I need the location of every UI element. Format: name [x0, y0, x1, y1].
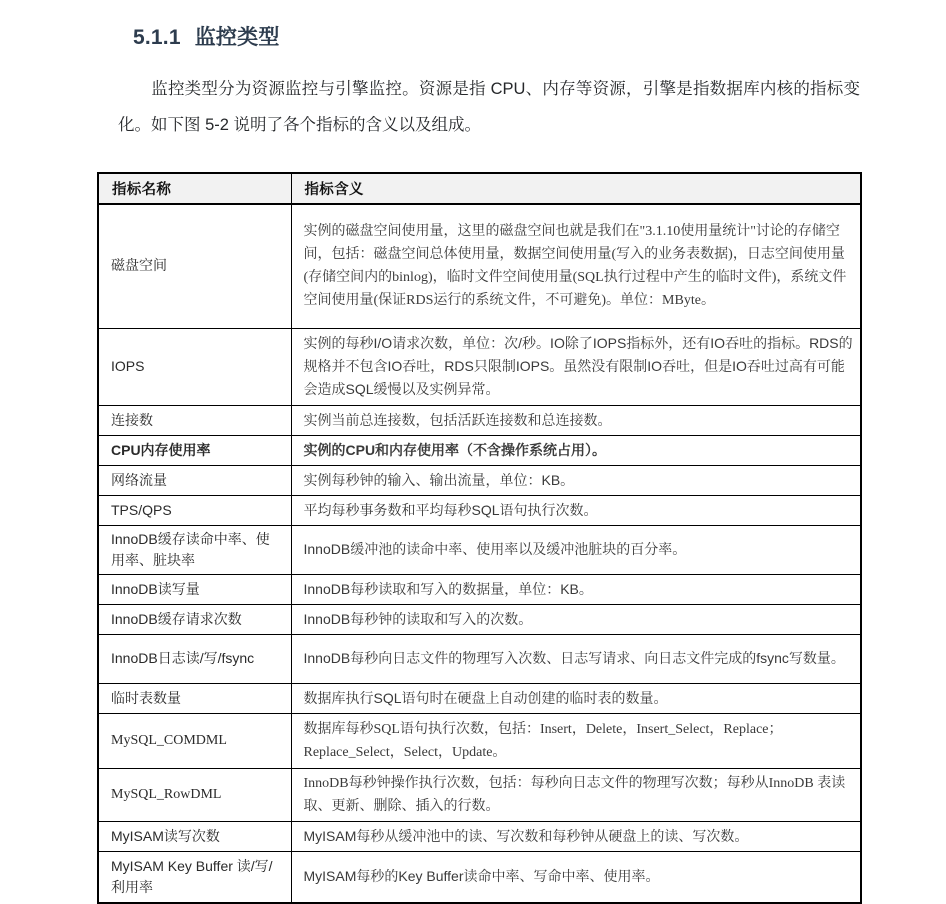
table-row	[98, 634, 861, 683]
metric-name-cell: InnoDB日志读/写/fsync	[98, 634, 291, 683]
column-header-metric-meaning: 指标含义	[291, 173, 861, 204]
metric-desc-cell: 平均每秒事务数和平均每秒SQL语句执行次数。	[291, 495, 861, 525]
table-row	[98, 204, 861, 328]
metric-desc-cell: MyISAM每秒的Key Buffer读命中率、写命中率、使用率。	[291, 851, 861, 903]
metric-desc-cell: 实例当前总连接数，包括活跃连接数和总连接数。	[291, 405, 861, 435]
metric-name-cell: TPS/QPS	[98, 495, 291, 525]
metric-desc-cell: InnoDB每秒钟的读取和写入的次数。	[291, 604, 861, 634]
table-row	[98, 435, 861, 465]
metric-name-cell: MyISAM读写次数	[98, 821, 291, 851]
metric-desc-cell: 实例的磁盘空间使用量，这里的磁盘空间也就是我们在"3.1.10使用量统计"讨论的存储空间，包括：磁盘空间总体使用量，数据空间使用量(写入的业务表数据)，日志空间使用量(存储空间内的binlog)，临时文件空间使用量(SQL执行过程中产生的临时文件)，系统文件空间使用量(保证RDS运行的系统文件，不可避免)。单位：MByte。	[291, 204, 861, 328]
section-number: 5.1.1	[133, 26, 181, 50]
metric-desc-cell: InnoDB每秒向日志文件的物理写入次数、日志写请求、向日志文件完成的fsync写数量。	[291, 634, 861, 683]
table-row	[98, 683, 861, 713]
metric-desc-cell: InnoDB缓冲池的读命中率、使用率以及缓冲池脏块的百分率。	[291, 525, 861, 574]
table-row	[98, 604, 861, 634]
metric-name-cell: 网络流量	[98, 465, 291, 495]
table-row	[98, 768, 861, 821]
column-header-metric-name: 指标名称	[98, 173, 291, 204]
table-body	[98, 204, 861, 903]
metric-name-cell: 连接数	[98, 405, 291, 435]
table-header-row	[98, 173, 861, 204]
table-row	[98, 821, 861, 851]
table-header	[98, 173, 861, 204]
intro-paragraph	[118, 71, 860, 143]
table-row	[98, 328, 861, 405]
metric-name-cell: MySQL_RowDML	[98, 768, 291, 821]
metric-name-cell: InnoDB读写量	[98, 574, 291, 604]
table-row	[98, 465, 861, 495]
metric-desc-cell: 数据库每秒SQL语句执行次数，包括：Insert，Delete，Insert_Select，Replace；Replace_Select，Select，Update。	[291, 713, 861, 768]
metric-desc-cell: 实例的每秒I/O请求次数，单位：次/秒。IO除了IOPS指标外，还有IO吞吐的指标。RDS的规格并不包含IO吞吐，RDS只限制IOPS。虽然没有限制IO吞吐，但是IO吞吐过高有可能会造成SQL缓慢以及实例异常。	[291, 328, 861, 405]
metric-desc-cell: 实例每秒钟的输入、输出流量，单位：KB。	[291, 465, 861, 495]
metric-desc-cell: InnoDB每秒钟操作执行次数，包括：每秒向日志文件的物理写次数；每秒从InnoDB 表读取、更新、删除、插入的行数。	[291, 768, 861, 821]
metrics-table-container	[97, 172, 860, 904]
page-title	[133, 21, 280, 51]
metric-desc-cell: 数据库执行SQL语句时在硬盘上自动创建的临时表的数量。	[291, 683, 861, 713]
table-row	[98, 713, 861, 768]
metric-name-cell: InnoDB缓存请求次数	[98, 604, 291, 634]
metric-name-cell: IOPS	[98, 328, 291, 405]
section-title: 监控类型	[194, 26, 280, 50]
metric-name-cell: CPU内存使用率	[98, 435, 291, 465]
table-row	[98, 574, 861, 604]
metric-desc-cell: MyISAM每秒从缓冲池中的读、写次数和每秒钟从硬盘上的读、写次数。	[291, 821, 861, 851]
metric-desc-cell: 实例的CPU和内存使用率（不含操作系统占用）。	[291, 435, 861, 465]
metric-name-cell: MySQL_COMDML	[98, 713, 291, 768]
metric-name-cell: 磁盘空间	[98, 204, 291, 328]
table-row	[98, 525, 861, 574]
metric-desc-cell: InnoDB每秒读取和写入的数据量，单位：KB。	[291, 574, 861, 604]
table-row	[98, 851, 861, 903]
metric-name-cell: MyISAM Key Buffer 读/写/利用率	[98, 851, 291, 903]
table-row	[98, 495, 861, 525]
metric-name-cell: InnoDB缓存读命中率、使用率、脏块率	[98, 525, 291, 574]
metric-name-cell: 临时表数量	[98, 683, 291, 713]
intro-text: 监控类型分为资源监控与引擎监控。资源是指 CPU、内存等资源，引擎是指数据库内核的指标变化。如下图 5-2 说明了各个指标的含义以及组成。	[118, 79, 860, 134]
table-row	[98, 405, 861, 435]
metrics-table	[97, 172, 862, 904]
